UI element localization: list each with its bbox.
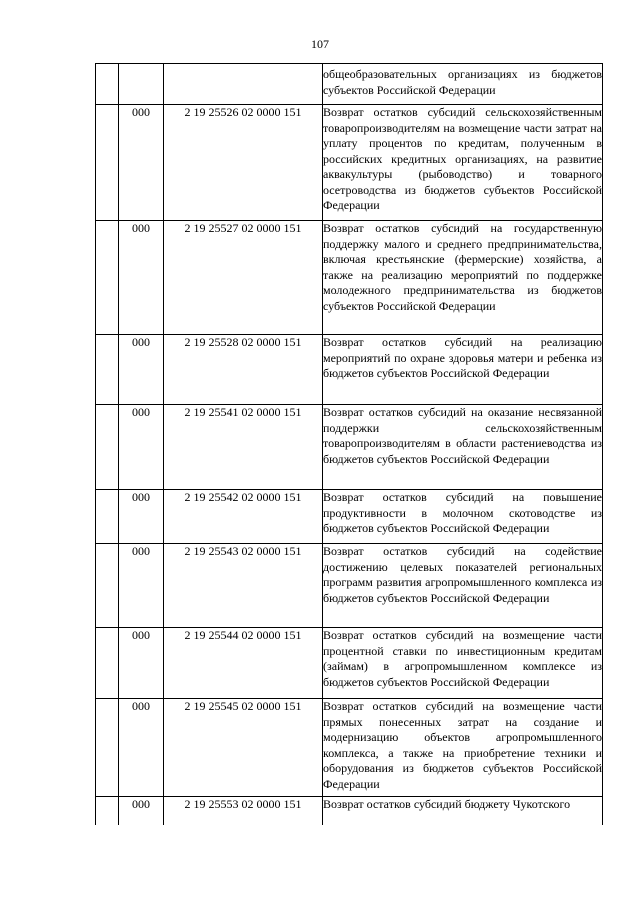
table-row — [96, 797, 603, 825]
budget-code-cell: 2 19 25527 02 0000 151 — [164, 221, 323, 335]
description-cell — [323, 335, 603, 405]
admin-code-cell — [119, 64, 164, 105]
table-row — [96, 699, 603, 797]
admin-code-cell: 000 — [119, 405, 164, 490]
row-marker-cell — [96, 64, 119, 105]
row-marker-cell — [96, 335, 119, 405]
table-row — [96, 490, 603, 544]
admin-code-cell: 000 — [119, 105, 164, 221]
description-text: общеобразовательных организациях из бюджетов субъектов Российской Федерации — [323, 67, 602, 97]
description-cell — [323, 797, 603, 825]
page-number: 107 — [311, 37, 329, 51]
row-marker-cell — [96, 699, 119, 797]
budget-code-cell: 2 19 25526 02 0000 151 — [164, 105, 323, 221]
description-cell — [323, 544, 603, 628]
table-row — [96, 628, 603, 699]
budget-code-table — [95, 63, 603, 825]
description-text: Возврат остатков субсидий на повышение продуктивности в молочном скотоводстве из бюджетов субъектов Российской Федерации — [323, 490, 602, 535]
description-cell — [323, 221, 603, 335]
budget-code-cell — [164, 64, 323, 105]
description-cell — [323, 105, 603, 221]
description-text: Возврат остатков субсидий на государственную поддержку малого и среднего предпринимательства, включая крестьянские (фермерские) хозяйства, а также на реализацию мероприятий по поддержке молодежного предпринимательства из бюджетов субъектов Российской Федерации — [323, 221, 602, 313]
table-row — [96, 105, 603, 221]
admin-code-cell: 000 — [119, 628, 164, 699]
budget-code-cell: 2 19 25541 02 0000 151 — [164, 405, 323, 490]
admin-code-cell: 000 — [119, 335, 164, 405]
table-row — [96, 64, 603, 105]
description-text: Возврат остатков субсидий на содействие достижению целевых показателей региональных программ развития агропромышленного комплекса из бюджетов субъектов Российской Федерации — [323, 544, 602, 605]
description-text: Возврат остатков субсидий бюджету Чукотского — [323, 797, 571, 811]
table-row — [96, 221, 603, 335]
row-marker-cell — [96, 628, 119, 699]
description-cell — [323, 628, 603, 699]
table-row — [96, 544, 603, 628]
budget-code-cell: 2 19 25543 02 0000 151 — [164, 544, 323, 628]
row-marker-cell — [96, 797, 119, 825]
admin-code-cell: 000 — [119, 544, 164, 628]
description-text: Возврат остатков субсидий на возмещение части прямых понесенных затрат на создание и модернизацию объектов агропромышленного комплекса, а также на приобретение техники и оборудования из бюджетов субъектов Российской Федерации — [323, 699, 602, 791]
row-marker-cell — [96, 544, 119, 628]
budget-code-cell: 2 19 25553 02 0000 151 — [164, 797, 323, 825]
table-row — [96, 405, 603, 490]
budget-code-cell: 2 19 25544 02 0000 151 — [164, 628, 323, 699]
description-cell — [323, 490, 603, 544]
row-marker-cell — [96, 221, 119, 335]
row-marker-cell — [96, 405, 119, 490]
admin-code-cell: 000 — [119, 490, 164, 544]
description-cell — [323, 699, 603, 797]
budget-code-cell: 2 19 25545 02 0000 151 — [164, 699, 323, 797]
table-row — [96, 335, 603, 405]
row-marker-cell — [96, 105, 119, 221]
description-cell — [323, 64, 603, 105]
description-text: Возврат остатков субсидий сельскохозяйственным товаропроизводителям на возмещение части затрат на уплату процентов по кредитам, полученным в российских кредитных организациях, на развитие аквакультуры (рыбоводство) и товарного осетроводства из бюджетов субъектов Российской Федерации — [323, 105, 602, 212]
budget-code-cell: 2 19 25528 02 0000 151 — [164, 335, 323, 405]
row-marker-cell — [96, 490, 119, 544]
description-text: Возврат остатков субсидий на возмещение части процентной ставки по инвестиционным кредитам (займам) в агропромышленном комплексе из бюджетов субъектов Российской Федерации — [323, 628, 602, 689]
description-text: Возврат остатков субсидий на оказание несвязанной поддержки сельскохозяйственным товаропроизводителям в области растениеводства из бюджетов субъектов Российской Федерации — [323, 405, 602, 466]
admin-code-cell: 000 — [119, 797, 164, 825]
description-text: Возврат остатков субсидий на реализацию мероприятий по охране здоровья матери и ребенка из бюджетов субъектов Российской Федерации — [323, 335, 602, 380]
budget-code-cell: 2 19 25542 02 0000 151 — [164, 490, 323, 544]
description-cell — [323, 405, 603, 490]
admin-code-cell: 000 — [119, 699, 164, 797]
admin-code-cell: 000 — [119, 221, 164, 335]
